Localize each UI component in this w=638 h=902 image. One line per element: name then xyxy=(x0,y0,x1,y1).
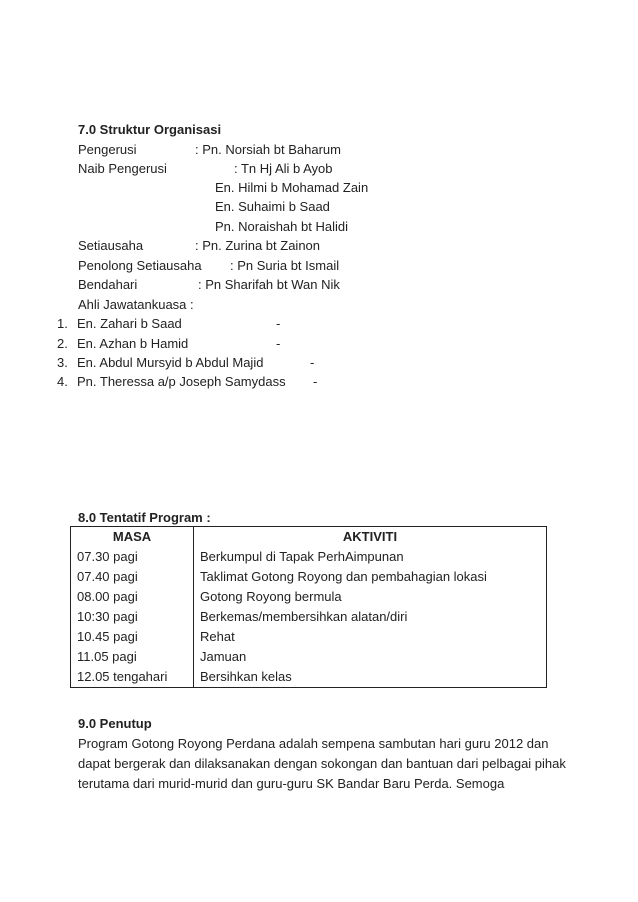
bendahari-value: : Pn Sharifah bt Wan Nik xyxy=(198,277,340,292)
ajk-dash-3: - xyxy=(310,355,315,370)
section8-heading: 8.0 Tentatif Program : xyxy=(78,510,211,525)
ajk-num-1: 1. xyxy=(57,316,68,331)
table-row xyxy=(71,607,547,627)
penutup-line-2: dapat bergerak dan dilaksanakan dengan sokongan dan bantuan dari pelbagai pihak xyxy=(78,756,566,771)
section9-heading: 9.0 Penutup xyxy=(78,716,152,731)
section7-heading: 7.0 Struktur Organisasi xyxy=(78,122,222,137)
aktiviti-cell: Berkumpul di Tapak PerhAimpunan xyxy=(194,547,547,567)
bendahari-label: Bendahari xyxy=(78,277,138,292)
pengerusi-label: Pengerusi xyxy=(78,142,137,157)
aktiviti-cell: Rehat xyxy=(194,627,547,647)
ajk-name-2: En. Azhan b Hamid xyxy=(77,336,189,351)
table-header-row xyxy=(71,527,547,548)
penutup-line-1: Program Gotong Royong Perdana adalah sempena sambutan hari guru 2012 dan xyxy=(78,736,549,751)
penutup-line-3: terutama dari murid-murid dan guru-guru SK Bandar Baru Perda. Semoga xyxy=(78,776,505,791)
masa-cell: 11.05 pagi xyxy=(71,647,194,667)
table-row xyxy=(71,547,547,567)
masa-cell: 10.45 pagi xyxy=(71,627,194,647)
pengerusi-value: : Pn. Norsiah bt Baharum xyxy=(195,142,341,157)
table-row xyxy=(71,567,547,587)
masa-cell: 10:30 pagi xyxy=(71,607,194,627)
ajk-num-3: 3. xyxy=(57,355,68,370)
table-row xyxy=(71,587,547,607)
aktiviti-cell: Jamuan xyxy=(194,647,547,667)
ajk-dash-4: - xyxy=(313,374,318,389)
col-masa-header: MASA xyxy=(71,527,194,548)
penolong-label: Penolong Setiausaha xyxy=(78,258,202,273)
aktiviti-cell: Bersihkan kelas xyxy=(194,667,547,688)
naib-label: Naib Pengerusi xyxy=(78,161,167,176)
ajk-name-1: En. Zahari b Saad xyxy=(77,316,182,331)
ajk-dash-2: - xyxy=(276,336,281,351)
ajk-num-2: 2. xyxy=(57,336,68,351)
masa-cell: 07.30 pagi xyxy=(71,547,194,567)
naib-value-1: : Tn Hj Ali b Ayob xyxy=(234,161,333,176)
penolong-value: : Pn Suria bt Ismail xyxy=(230,258,340,273)
table-row xyxy=(71,647,547,667)
masa-cell: 08.00 pagi xyxy=(71,587,194,607)
masa-cell: 07.40 pagi xyxy=(71,567,194,587)
ajk-dash-1: - xyxy=(276,316,281,331)
naib-value-3: En. Suhaimi b Saad xyxy=(215,199,330,214)
ajk-name-3: En. Abdul Mursyid b Abdul Majid xyxy=(77,355,264,370)
program-table xyxy=(70,526,547,688)
naib-value-2: En. Hilmi b Mohamad Zain xyxy=(215,180,369,195)
aktiviti-cell: Taklimat Gotong Royong dan pembahagian lokasi xyxy=(194,567,547,587)
setiausaha-value: : Pn. Zurina bt Zainon xyxy=(195,238,321,253)
masa-cell: 12.05 tengahari xyxy=(71,667,194,688)
setiausaha-label: Setiausaha xyxy=(78,238,144,253)
aktiviti-cell: Gotong Royong bermula xyxy=(194,587,547,607)
naib-value-4: Pn. Noraishah bt Halidi xyxy=(215,219,348,234)
ajk-label: Ahli Jawatankuasa : xyxy=(78,297,194,312)
ajk-name-4: Pn. Theressa a/p Joseph Samydass xyxy=(77,374,286,389)
ajk-num-4: 4. xyxy=(57,374,68,389)
table-row xyxy=(71,627,547,647)
aktiviti-cell: Berkemas/membersihkan alatan/diri xyxy=(194,607,547,627)
col-aktiviti-header: AKTIVITI xyxy=(194,527,547,548)
table-row xyxy=(71,667,547,688)
